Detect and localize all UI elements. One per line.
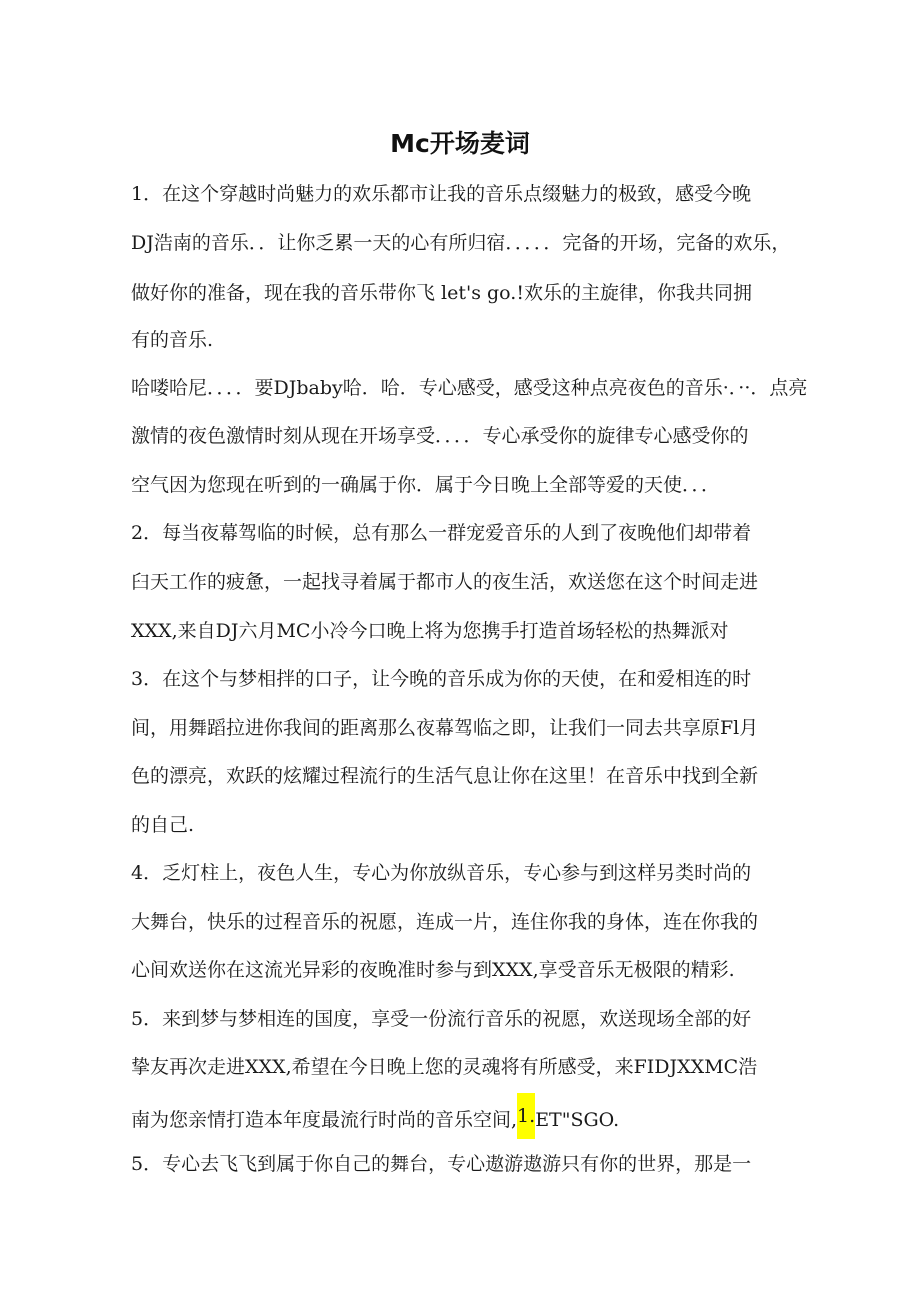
paragraph-line: 有的音乐. <box>131 329 214 351</box>
paragraph-line: 做好你的准备，现在我的音乐带你飞 let's go.!欢乐的主旋律，你我共同拥 <box>131 282 752 304</box>
paragraph-text: 南为您亲情打造本年度最流行时尚的音乐空间, <box>131 1109 518 1131</box>
document-title: Mc开场麦词 <box>390 129 530 158</box>
paragraph-line: 4．乏灯柱上，夜色人生，专心为你放纵音乐，专心参与到这样另类时尚的 <box>131 862 752 884</box>
paragraph-line: 空气因为您现在听到的一确属于你．属于今日晚上全部等爱的天使．．． <box>131 474 721 496</box>
paragraph-line: 5．专心去飞飞到属于你自己的舞台，专心遨游遨游只有你的世界，那是一 <box>131 1153 752 1175</box>
paragraph-line: 1．在这个穿越时尚魅力的欢乐都市让我的音乐点缀魅力的极致，感受今晚 <box>131 183 752 205</box>
paragraph-line: 5．来到梦与梦相连的国度，享受一份流行音乐的祝愿，欢送现场全部的好 <box>131 1008 752 1030</box>
paragraph-line: 挚友再次走进XXX,希望在今日晚上您的灵魂将有所感受，来FIDJXXMC浩 <box>131 1056 758 1078</box>
paragraph-line: XXX,来自DJ六月MC小冷今口晚上将为您携手打造首场轻松的热舞派对 <box>131 620 729 642</box>
highlighted-text: 1. <box>517 1093 535 1139</box>
paragraph-line: 大舞台，快乐的过程音乐的祝愿，连成一片，连住你我的身体，连在你我的 <box>131 911 759 933</box>
paragraph-line: 心间欢送你在这流光异彩的夜晚准时参与到XXX,享受音乐无极限的精彩. <box>131 959 735 981</box>
paragraph-line: 2．每当夜幕驾临的时候，总有那么一群宠爱音乐的人到了夜晚他们却带着 <box>131 522 752 544</box>
paragraph-text: ET"SGO. <box>535 1109 620 1131</box>
paragraph-line: 3．在这个与梦相拌的口子，让今晚的音乐成为你的天使，在和爱相连的时 <box>131 668 752 690</box>
paragraph-line: DJ浩南的音乐．．让你乏累一天的心有所归宿．．．．．完备的开场，完备的欢乐， <box>131 232 791 254</box>
paragraph-line: 色的漂亮，欢跃的炫耀过程流行的生活气息让你在这里！在音乐中找到全新 <box>131 765 759 787</box>
paragraph-line: 激情的夜色激情时刻从现在开场享受．．．．专心承受你的旋律专心感受你的 <box>131 425 749 447</box>
paragraph-line-with-highlight <box>131 1103 619 1129</box>
paragraph-line: 的自己. <box>131 814 195 836</box>
paragraph-line: 臼天工作的疲惫，一起找寻着属于都市人的夜生活，欢送您在这个时间走进 <box>131 571 759 593</box>
paragraph-line: 哈喽哈尼．．．．要DJbaby哈．哈．专心感受，感受这种点亮夜色的音乐·．··．点亮 <box>131 377 808 399</box>
paragraph-line: 间，用舞蹈拉进你我间的距离那么夜幕驾临之即，让我们一同去共享原Fl月 <box>131 717 759 739</box>
